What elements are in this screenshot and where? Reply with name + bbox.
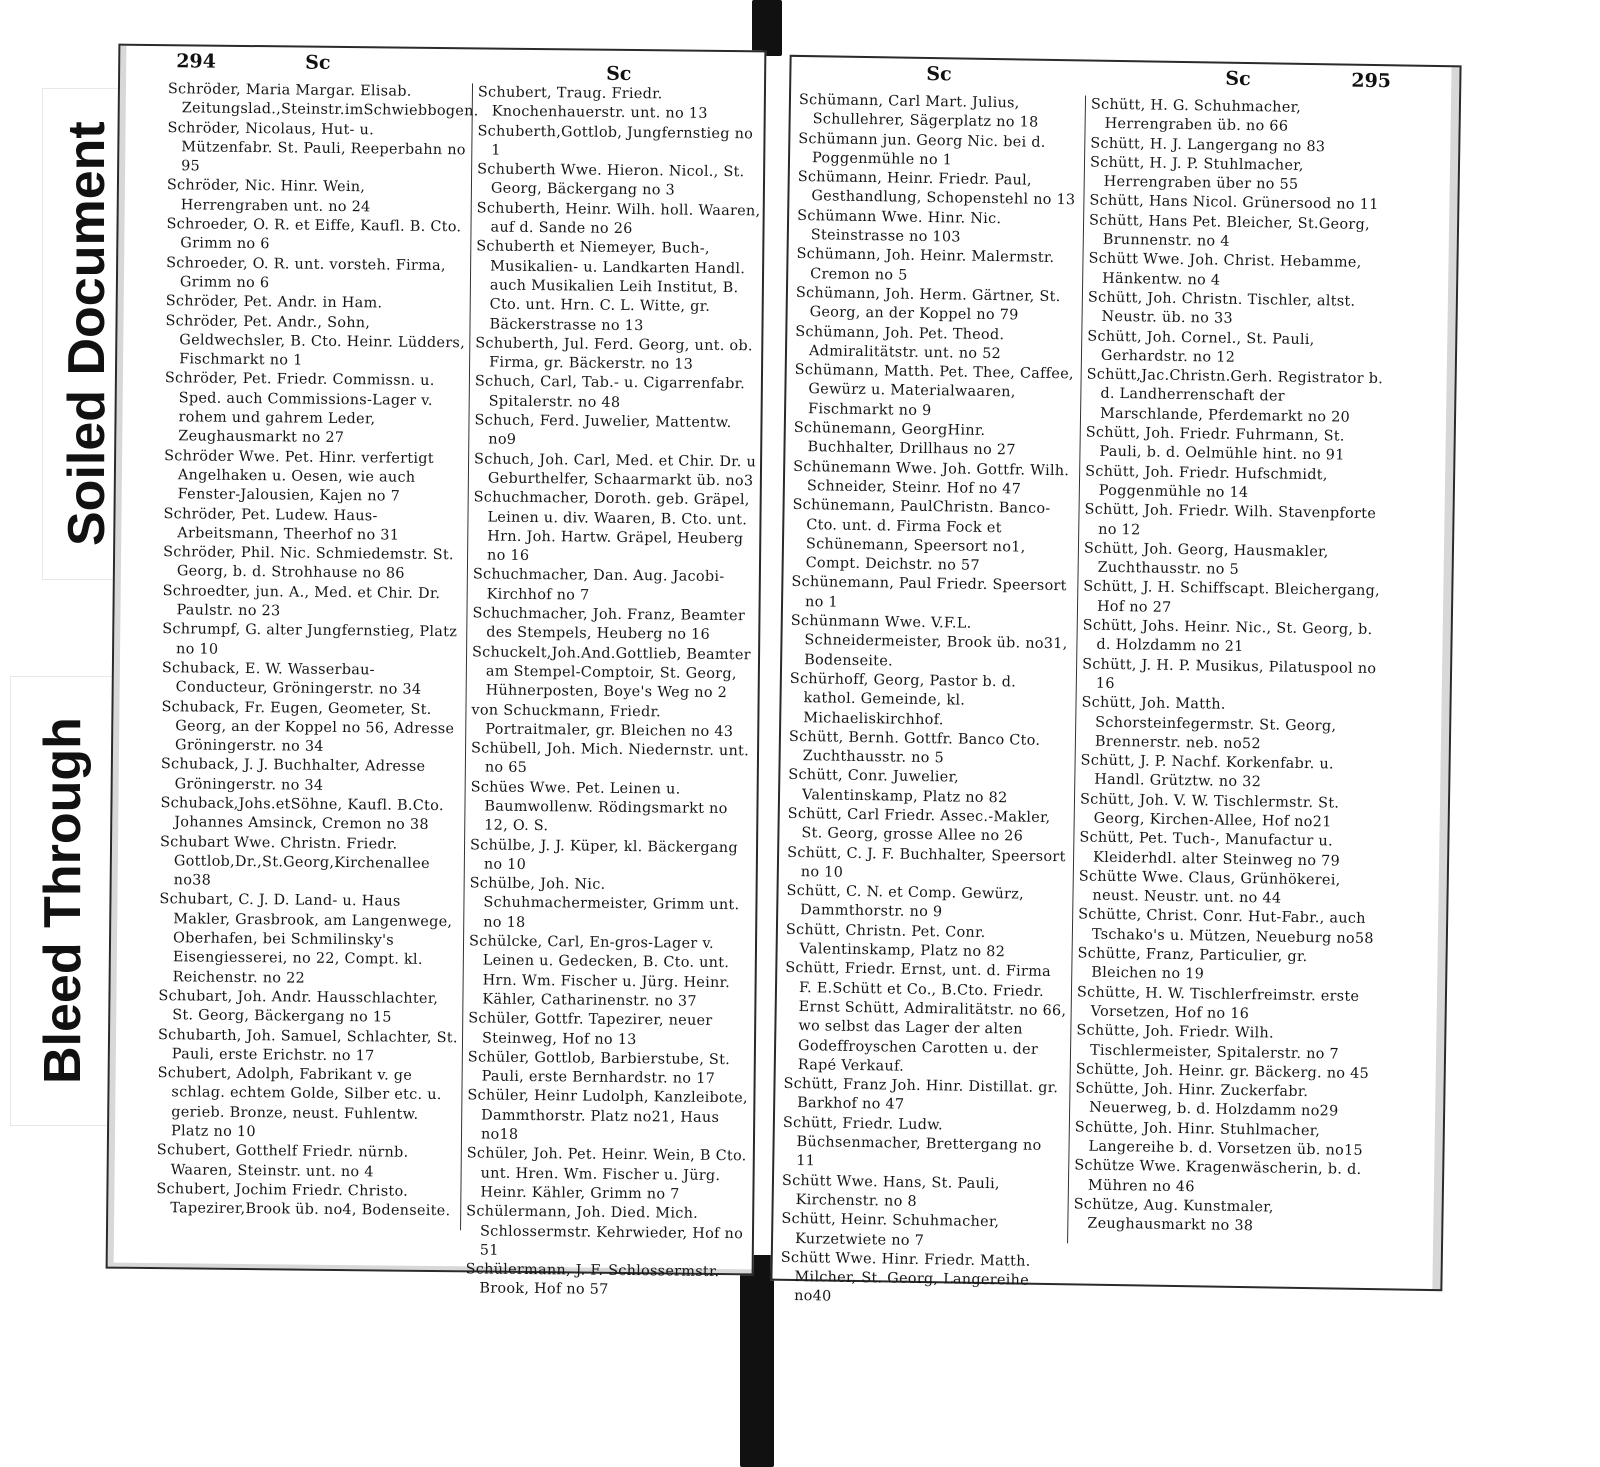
directory-entry: Schütt, Heinr. Schuhmacher, Kurzetwiete no 7 bbox=[781, 1211, 1000, 1249]
directory-entry: Schürhoff, Georg, Pastor b. d. kathol. Gemeinde, kl. Michaeliskirchhof. bbox=[789, 670, 1017, 728]
right-page bbox=[770, 55, 1461, 1306]
directory-entry: Schrumpf, G. alter Jungfernstieg, Platz no 10 bbox=[162, 621, 458, 658]
directory-entry: Schütt, Bernh. Gottfr. Banco Cto. Zuchthausstr. no 5 bbox=[788, 728, 1041, 767]
column-left bbox=[780, 91, 1081, 1311]
directory-entry: Schülbe, Joh. Nic. Schuhmachermeister, Grimm unt. no 18 bbox=[469, 875, 740, 931]
directory-entry: Schülermann, J. F. Schlossermstr. Brook, Hof no 57 bbox=[465, 1261, 720, 1299]
column-header: Sc bbox=[926, 62, 952, 86]
directory-entry: Schütt, J. H. Schiffscapt. Bleichergang, Hof no 27 bbox=[1083, 578, 1381, 616]
directory-entry: Schütt, Pet. Tuch-, Manufactur u. Kleiderhdl. alter Steinweg no 79 bbox=[1079, 829, 1341, 870]
directory-entry: Schütt, Joh. Friedr. Wilh. Stavenpforte no 12 bbox=[1084, 501, 1377, 538]
directory-entry: Schütt,Jac.Christn.Gerh. Registrator b. d. Landherrenschaft der Marschlande, Pferdemarkt no 20 bbox=[1086, 366, 1384, 426]
directory-entry: Schümann, Carl Mart. Julius, Schullehrer, Sägerplatz no 18 bbox=[798, 91, 1039, 132]
directory-entry: Schümann, Joh. Heinr. Malermstr. Cremon no 5 bbox=[796, 246, 1055, 284]
directory-entry: Schuch, Ferd. Juwelier, Mattentw. no9 bbox=[474, 412, 732, 449]
directory-entry: Schüler, Heinr Ludolph, Kanzleibote, Dammthorstr. Platz no21, Haus no18 bbox=[467, 1087, 748, 1143]
directory-entry: Schütte, Joh. Heinr. gr. Bäckerg. no 45 bbox=[1075, 1061, 1370, 1082]
directory-entry: Schuback,Johs.etSöhne, Kaufl. B.Cto. Johannes Amsinck, Cremon no 38 bbox=[160, 795, 444, 834]
directory-entry: Schuback, E. W. Wasserbau-Conducteur, Gröningerstr. no 34 bbox=[161, 660, 422, 699]
column-header: Sc bbox=[1225, 67, 1251, 91]
left-page bbox=[106, 44, 767, 1299]
directory-entry: Schüler, Gottfr. Tapezirer, neuer Steinweg, Hof no 13 bbox=[468, 1010, 713, 1048]
directory-entry: Schütt, Joh. Friedr. Fuhrmann, St. Pauli, b. d. Oelmühle hint. no 91 bbox=[1085, 424, 1345, 464]
directory-entry: Schütt, Joh. V. W. Tischlermstr. St. Georg, Kirchen-Allee, Hof no21 bbox=[1079, 791, 1340, 831]
page-number: 294 bbox=[176, 50, 217, 73]
directory-entry: Schülbe, J. J. Küper, kl. Bäckergang no 10 bbox=[469, 836, 738, 873]
directory-entry: Schütt, Hans Nicol. Grünersood no 11 bbox=[1089, 193, 1379, 214]
directory-entry: Schümann, Joh. Pet. Theod. Admiralitätstr. unt. no 52 bbox=[795, 323, 1005, 363]
directory-entry: Schröder, Pet. Ludew. Haus-Arbeitsmann, Theerhof no 31 bbox=[163, 505, 400, 544]
directory-entry: Schübell, Joh. Mich. Niedernstr. unt. no 65 bbox=[470, 740, 750, 777]
directory-entry: Schröder, Phil. Nic. Schmiedemstr. St. Georg, b. d. Strohhause no 86 bbox=[163, 544, 454, 583]
directory-entry: Schütt Wwe. Hans, St. Pauli, Kirchenstr. no 8 bbox=[781, 1172, 1000, 1210]
directory-entry: Schröder, Pet. Andr. in Ham. bbox=[165, 293, 383, 312]
directory-entry: Schütt, C. J. F. Buchhalter, Speersort no 10 bbox=[787, 844, 1066, 881]
directory-entry: Schröder Wwe. Pet. Hinr. verfertigt Angelhaken u. Oesen, wie auch Fenster-Jalousien, Kajen no 7 bbox=[164, 447, 434, 505]
directory-entry: Schümann, Matth. Pet. Thee, Caffee, Gewürz u. Materialwaaren, Fischmarkt no 9 bbox=[794, 362, 1074, 419]
directory-entry: Schütt, Joh. Georg, Hausmakler, Zuchthausstr. no 5 bbox=[1083, 540, 1329, 579]
directory-entry: Schütze, Aug. Kunstmaler, Zeughausmarkt no 38 bbox=[1073, 1196, 1274, 1235]
directory-entry: Schütt, J. H. P. Musikus, Pilatuspool no 16 bbox=[1082, 656, 1377, 692]
directory-entry: Schütte, Joh. Friedr. Wilh. Tischlermeister, Spitalerstr. no 7 bbox=[1076, 1022, 1340, 1063]
directory-entry: Schubert, Gotthelf Friedr. nürnb. Waaren, Steinstr. unt. no 4 bbox=[156, 1142, 409, 1181]
directory-entry: Schuchmacher, Dan. Aug. Jacobi-Kirchhof no 7 bbox=[472, 566, 725, 604]
directory-entry: Schülermann, Joh. Died. Mich. Schlossermstr. Kehrwieder, Hof no 51 bbox=[466, 1203, 744, 1259]
directory-entry: Schuch, Joh. Carl, Med. et Chir. Dr. u Geburthelfer, Schaarmarkt üb. no3 bbox=[474, 451, 757, 490]
directory-entry: Schuback, Fr. Eugen, Geometer, St. Georg, an der Koppel no 56, Adresse Gröningerstr. no 34 bbox=[161, 698, 455, 755]
directory-entry: Schröder, Nic. Hinr. Wein, Herrengraben unt. no 24 bbox=[166, 177, 371, 216]
directory-entry: Schütt, Conr. Juwelier, Valentinskamp, Platz no 82 bbox=[788, 767, 1008, 806]
directory-entry: Schütte Wwe. Claus, Grünhökerei, neust. Neustr. unt. no 44 bbox=[1078, 868, 1341, 907]
directory-entry: Schütt, Friedr. Ludw. Büchsenmacher, Brettergang no 11 bbox=[782, 1114, 1042, 1170]
directory-entry: Schünemann, GeorgHinr. Buchhalter, Drillhaus no 27 bbox=[793, 419, 1016, 459]
directory-entry: Schubert, Traug. Friedr. Knochenhauerstr. unt. no 13 bbox=[477, 84, 708, 123]
directory-entry: Schütt Wwe. Hinr. Friedr. Matth. Milcher, St. Georg, Langereihe no40 bbox=[780, 1249, 1031, 1306]
directory-entry: Schuberth et Niemeyer, Buch-, Musikalien- u. Landkarten Handl. auch Musikalien Leih Institut, B. Cto. unt. Hrn. C. L. Witte, gr. Bäckerstrasse no 13 bbox=[476, 238, 746, 334]
directory-entry: Schütte, H. W. Tischlerfreimstr. erste Vorsetzen, Hof no 16 bbox=[1076, 984, 1360, 1023]
directory-entry: Schülcke, Carl, En-gros-Lager v. Leinen u. Gedecken, B. Cto. unt. Hrn. Wm. Fischer u. Jürg. Heinr. Kähler, Catharinenstr. no 37 bbox=[468, 933, 731, 1010]
column-header: Sc bbox=[305, 51, 331, 74]
soiled-document-text: Soiled Document bbox=[58, 121, 116, 547]
directory-entry: Schütt, Joh. Friedr. Hufschmidt, Poggenmühle no 14 bbox=[1085, 463, 1328, 501]
directory-entry: Schütte, Franz, Particulier, gr. Bleichen no 19 bbox=[1077, 945, 1308, 983]
directory-entry: Schümann, Heinr. Friedr. Paul, Gesthandlung, Schopenstehl no 13 bbox=[797, 169, 1076, 209]
directory-entry: Schütt Wwe. Joh. Christ. Hebamme, Hänkentw. no 4 bbox=[1088, 250, 1362, 289]
directory-entry: Schuberth,Gottlob, Jungfernstieg no 1 bbox=[477, 123, 754, 159]
directory-entry: Schütte, Christ. Conr. Hut-Fabr., auch Tschako's u. Mützen, Neueburg no58 bbox=[1078, 906, 1374, 947]
directory-entry: Schubarth, Joh. Samuel, Schlachter, St. Pauli, erste Erichstr. no 17 bbox=[157, 1026, 458, 1065]
directory-entry: Schuchmacher, Joh. Franz, Beamter des Stempels, Heuberg no 16 bbox=[472, 605, 746, 644]
directory-entry: Schuback, J. J. Buchhalter, Adresse Gröningerstr. no 34 bbox=[160, 756, 426, 794]
directory-entry: Schütt, Johs. Heinr. Nic., St. Georg, b. d. Holzdamm no 21 bbox=[1082, 617, 1373, 656]
directory-entry: Schröder, Pet. Andr., Sohn, Geldwechsler, B. Cto. Heinr. Lüdders, Fischmarkt no 1 bbox=[165, 312, 466, 369]
directory-entry: Schünemann, Paul Friedr. Speersort no 1 bbox=[791, 574, 1067, 611]
directory-entry: Schütte, Joh. Hinr. Stuhlmacher, Langereihe b. d. Vorsetzen üb. no15 bbox=[1074, 1119, 1364, 1159]
directory-entry: Schröder, Pet. Friedr. Commissn. u. Sped. auch Commissions-Lager v. rohem und gahrem Leder, Zeughausmarkt no 27 bbox=[164, 370, 435, 447]
directory-entry: Schütt, Joh. Matth. Schorsteinfegermstr. St. Georg, Brennerstr. neb. no52 bbox=[1081, 694, 1337, 753]
directory-entry: Schünmann Wwe. V.F.L. Schneidermeister, Brook üb. no31, Bodenseite. bbox=[790, 612, 1068, 670]
directory-entry: Schütte, Joh. Hinr. Zuckerfabr. Neuerweg, b. d. Holzdamm no29 bbox=[1075, 1080, 1339, 1120]
directory-entry: Schütt, Hans Pet. Bleicher, St.Georg, Brunnenstr. no 4 bbox=[1088, 212, 1371, 250]
directory-entry: Schümann jun. Georg Nic. bei d. Poggenmühle no 1 bbox=[798, 130, 1046, 169]
directory-entry: Schroeder, O. R. et Eiffe, Kaufl. B. Cto. Grimm no 6 bbox=[166, 216, 462, 253]
directory-entry: Schütt, H. G. Schuhmacher, Herrengraben üb. no 66 bbox=[1090, 96, 1302, 135]
directory-entry: Schütt, H. J. Langergang no 83 bbox=[1090, 135, 1326, 155]
directory-entry: Schuckelt,Joh.And.Gottlieb, Beamter am Stempel-Comptoir, St. Georg, Hühnerposten, Boye's Weg no 2 bbox=[471, 643, 751, 702]
page-number: 295 bbox=[1351, 69, 1392, 93]
directory-entry: Schütt, H. J. P. Stuhlmacher, Herrengraben über no 55 bbox=[1089, 154, 1304, 193]
directory-entry: Schünemann Wwe. Joh. Gottfr. Wilh. Schneider, Steinr. Hof no 47 bbox=[793, 458, 1070, 498]
directory-entry: Schünemann, PaulChristn. Banco-Cto. unt. d. Firma Fock et Schünemann, Speersort no1, Compt. Deichstr. no 57 bbox=[792, 497, 1051, 574]
directory-entry: Schümann Wwe. Hinr. Nic. Steinstrasse no 103 bbox=[797, 207, 1002, 246]
bleed-through-label bbox=[10, 676, 116, 1126]
directory-entry: Schubart, C. J. D. Land- u. Haus Makler, Grasbrook, am Langenwege, Oberhafen, bei Schmilinsky's Eisengiesserei, no 22, Compt. kl. Reichenstr. no 22 bbox=[159, 891, 453, 987]
directory-entry: Schütt, C. N. et Comp. Gewürz, Dammthorstr. no 9 bbox=[786, 883, 1025, 921]
directory-entry: Schües Wwe. Pet. Leinen u. Baumwollenw. Rödingsmarkt no 12, O. S. bbox=[470, 779, 728, 835]
directory-entry: Schroedter, jun. A., Med. et Chir. Dr. Paulstr. no 23 bbox=[162, 582, 441, 620]
directory-entry: Schuberth Wwe. Hieron. Nicol., St. Georg, Bäckergang no 3 bbox=[477, 161, 745, 199]
directory-entry: Schümann, Joh. Herm. Gärtner, St. Georg, an der Koppel no 79 bbox=[795, 284, 1061, 324]
directory-entry: Schütt, Friedr. Ernst, unt. d. Firma F. E.Schütt et Co., B.Cto. Friedr. Ernst Schütt, Admiralitätstr. no 66, wo selbst das Lager der alten Godeffroyschen Carotten u. der Rapé Verkauf. bbox=[785, 960, 1067, 1075]
column-left bbox=[156, 80, 479, 1222]
directory-entry: Schroeder, O. R. unt. vorsteh. Firma, Grimm no 6 bbox=[166, 254, 446, 292]
directory-entry: Schröder, Maria Margar. Elisab. Zeitungslad.,Steinstr.imSchwiebbogen. bbox=[167, 81, 479, 120]
bleed-through-text: Bleed Through bbox=[34, 717, 92, 1085]
directory-entry: Schütt, J. P. Nachf. Korkenfabr. u. Handl. Grütztw. no 32 bbox=[1080, 752, 1334, 791]
directory-entry: Schütt, Franz Joh. Hinr. Distillat. gr. Barkhof no 47 bbox=[783, 1075, 1059, 1114]
directory-entry: Schubert, Adolph, Fabrikant v. ge schlag. echtem Golde, Silber etc. u. gerieb. Bronze, neust. Fuhlentw. Platz no 10 bbox=[157, 1065, 442, 1141]
directory-entry: Schuberth, Jul. Ferd. Georg, unt. ob. Firma, gr. Bäckerstr. no 13 bbox=[475, 335, 753, 373]
directory-entry: Schuchmacher, Doroth. geb. Gräpel, Leinen u. div. Waaren, B. Cto. unt. Hrn. Joh. Hartw. Gräpel, Heuberg no 16 bbox=[473, 489, 750, 565]
column-right bbox=[1073, 96, 1389, 1239]
directory-entry: Schuch, Carl, Tab.- u. Cigarrenfabr. Spitalerstr. no 48 bbox=[474, 373, 746, 411]
binding-strip-top bbox=[752, 0, 782, 56]
directory-entry: Schubert, Jochim Friedr. Christo. Tapezirer,Brook üb. no4, Bodenseite. bbox=[156, 1181, 451, 1220]
directory-entry: Schütze Wwe. Kragenwäscherin, b. d. Mühren no 46 bbox=[1074, 1157, 1362, 1195]
directory-entry: Schüler, Joh. Pet. Heinr. Wein, B Cto. unt. Hren. Wm. Fischer u. Jürg. Heinr. Kähler, Grimm no 7 bbox=[466, 1145, 747, 1203]
directory-entry: Schütt, Carl Friedr. Assec.-Makler, St. Georg, grosse Allee no 26 bbox=[787, 805, 1051, 845]
directory-entry: Schütt, Christn. Pet. Conr. Valentinskamp, Platz no 82 bbox=[785, 921, 1006, 961]
directory-entry: Schubart Wwe. Christn. Friedr. Gottlob,Dr.,St.Georg,Kirchenallee no38 bbox=[159, 833, 430, 889]
directory-entry: Schütt, Joh. Cornel., St. Pauli, Gerhardstr. no 12 bbox=[1087, 328, 1315, 366]
directory-entry: Schuberth, Heinr. Wilh. holl. Waaren, auf d. Sande no 26 bbox=[476, 200, 761, 238]
directory-entry: von Schuckmann, Friedr. Portraitmaler, gr. Bleichen no 43 bbox=[471, 701, 734, 740]
directory-entry: Schüler, Gottlob, Barbierstube, St. Pauli, erste Bernhardstr. no 17 bbox=[467, 1049, 731, 1088]
directory-entry: Schröder, Nicolaus, Hut- u. Mützenfabr. St. Pauli, Reeperbahn no 95 bbox=[167, 119, 466, 175]
column-header: Sc bbox=[606, 62, 632, 86]
column-right bbox=[465, 83, 762, 1302]
directory-entry: Schütt, Joh. Christn. Tischler, altst. Neustr. üb. no 33 bbox=[1087, 289, 1356, 328]
directory-entry: Schubart, Joh. Andr. Hausschlachter, St. Georg, Bäckergang no 15 bbox=[158, 988, 439, 1026]
